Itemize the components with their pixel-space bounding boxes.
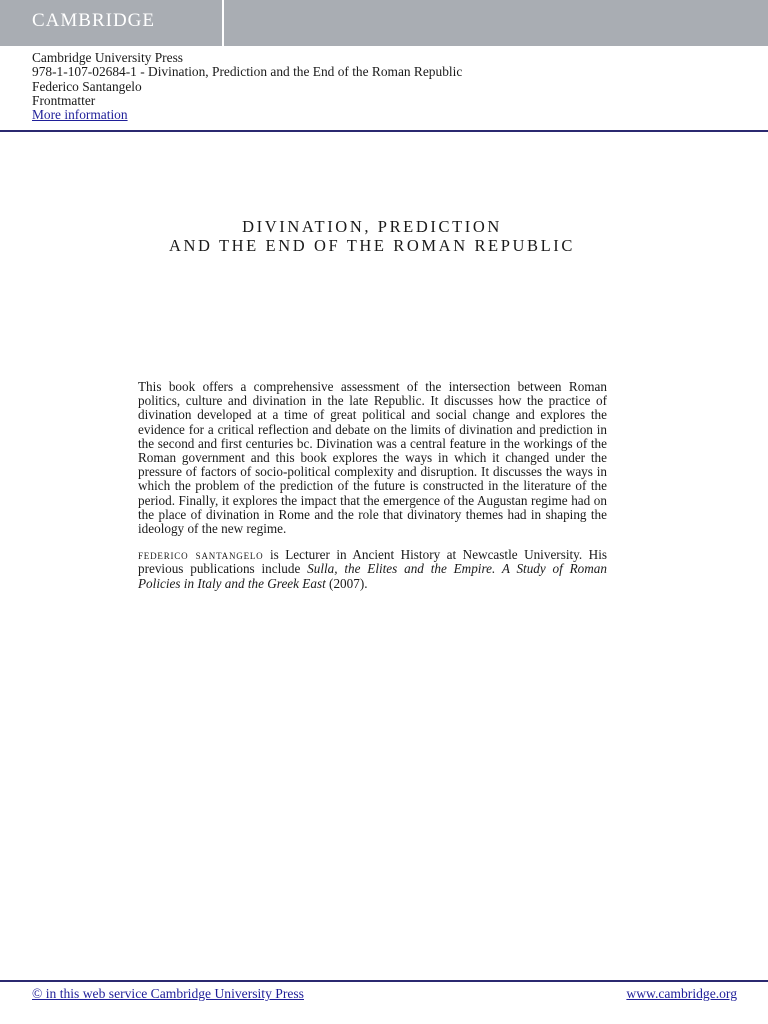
banner-divider [222,0,224,46]
publisher-name: Cambridge University Press [32,50,183,65]
bio-text-end: (2007). [325,575,368,591]
footer [32,986,737,1002]
blurb-paragraph: This book offers a comprehensive assessment of the intersection between Roman politics, culture and divination in the late Republic. It discusses how the practice of divination developed at a time of great political and social change and explores the evidence for a critical reflection and debate on the limits of divination and prediction in the second and first centuries bc. Divination was a central feature in the workings of the Roman government and this book explores the ways in which it changed under the pressure of factors of socio-political complexity and disruption. It discusses the ways in which the problem of the prediction of the future is constructed in the literature of the period. Finally, it explores the impact that the emergence of the Augustan regime had on the place of divination in Rome and the role that divinatory themes had in shaping the ideology of the new regime. [138,379,607,537]
bio-publication-title: Sulla, the Elites and the Empire. A Study of Roman Policies in Italy and the Greek East [138,561,607,591]
header-rule [0,130,768,132]
book-title-line-2: AND THE END OF THE ROMAN REPUBLIC [168,236,576,255]
more-information-link[interactable]: More information [32,107,128,123]
book-title [0,217,744,255]
isbn-and-title: 978-1-107-02684-1 - Divination, Prediction and the End of the Roman Republic [32,64,463,80]
cambridge-logo: CAMBRIDGE [32,10,156,31]
book-title-line-1: DIVINATION, PREDICTION [242,217,502,236]
bio-text: is Lecturer in Ancient History at Newcastle University. His previous publications include [138,547,607,577]
author-name: Federico Santangelo [32,78,142,94]
book-description [138,380,607,591]
bio-author-name: federico santangelo [138,547,264,563]
top-banner [0,0,768,46]
book-metadata [32,51,462,122]
website-link[interactable]: www.cambridge.org [626,986,737,1001]
author-bio [138,548,607,591]
copyright-link[interactable]: © in this web service Cambridge University Press [32,986,304,1001]
footer-rule [0,980,768,982]
section-label: Frontmatter [32,92,96,108]
